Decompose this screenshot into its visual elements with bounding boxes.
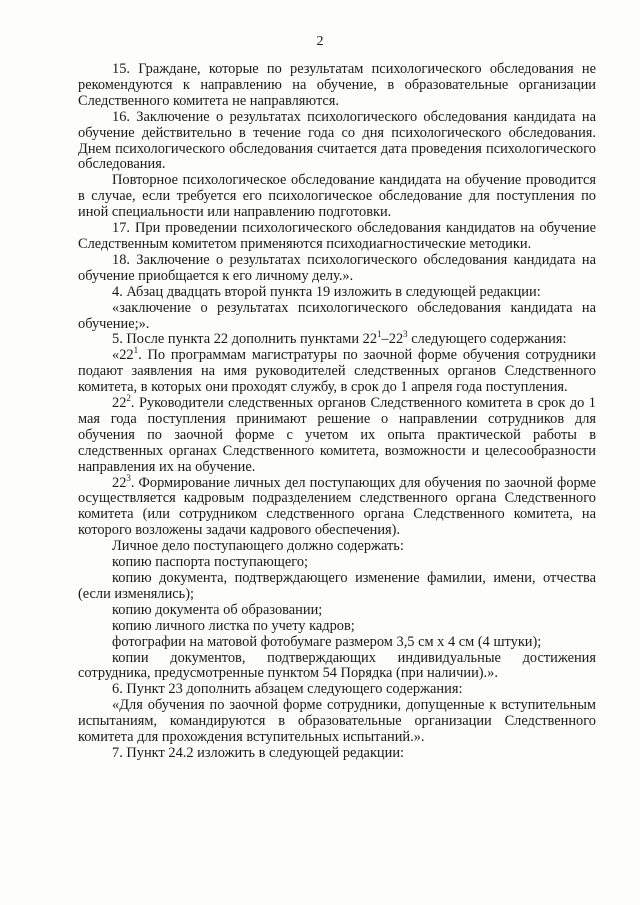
list-item: копию паспорта поступающего; xyxy=(112,554,309,571)
paragraph-22-1: «$22^1$. По программам магистратуры по заочной форме обучения сотрудники подают заявления на имя руководителей следственных органов Следственного комитета, в которых они проходят службу, в срок до 1 апреля года поступления. xyxy=(78,345,596,396)
paragraph-amend-6: 6. Пункт 23 дополнить абзацем следующего содержания: xyxy=(112,681,463,698)
paragraph-22-2: $22^2$. Руководители следственных органов Следственного комитета в срок до 1 мая года поступления принимают решение о направлении сотрудников для обучения по заочной форме с учетом их опыта практической работы в следственных органах Следственного комитета, возможности и целесообразности направления их на обучение. xyxy=(78,393,596,475)
page-number: 2 xyxy=(316,34,324,49)
paragraph-amend-7: 7. Пункт 24.2 изложить в следующей редакции: xyxy=(112,744,405,761)
list-item: копию документа, подтверждающего изменение фамилии, имени, отчества (если изменялись); xyxy=(78,570,596,602)
list-item: копию личного листка по учету кадров; xyxy=(112,617,355,634)
paragraph-18: 18. Заключение о результатах психологического обследования кандидата на обучение приобщается к его личному делу.». xyxy=(78,251,596,284)
list-item: фотографии на матовой фотобумаге размером 3,5 см х 4 см (4 штуки); xyxy=(112,633,542,650)
paragraph-17: 17. При проведении психологического обследования кандидатов на обучение Следственным комитетом применяются психодиагностические методики. xyxy=(78,220,596,252)
paragraph-15: 15. Граждане, которые по результатам психологического обследования не рекомендуются к направлению на обучение, в образовательные организации Следственного комитета не направляются. xyxy=(78,61,596,109)
paragraph-16: 16. Заключение о результатах психологического обследования кандидата на обучение действительно в течение года со дня психологического обследования. Днем психологического обследования считается дата проведения психологического обследования. xyxy=(78,108,596,173)
paragraph-amend-4: 4. Абзац двадцать второй пункта 19 изложить в следующей редакции: xyxy=(112,283,541,300)
paragraph-amend-5: 5. После пункта 22 дополнить пунктами $22^1-22^3$ следующего содержания: xyxy=(112,329,567,348)
list-item: копии документов, подтверждающих индивидуальные достижения сотрудника, предусмотренные пунктом 54 Порядка (при наличии).». xyxy=(78,649,596,682)
paragraph-amend-4-text: «заключение о результатах психологического обследования кандидата на обучение;». xyxy=(78,299,596,332)
paragraph-repeat-exam: Повторное психологическое обследование кандидата на обучение проводится в случае, если требуется его психологическое обследование для поступления по иной специальности или направлению подготовки. xyxy=(78,172,596,221)
document-body xyxy=(78,62,596,762)
paragraph-file-contents: Личное дело поступающего должно содержать: xyxy=(112,538,404,555)
paragraph-amend-6-text: «Для обучения по заочной форме сотрудники, допущенные к вступительным испытаниям, командируются в образовательные организации Следственного комитета для прохождения вступительных испытаний.». xyxy=(78,697,596,746)
paragraph-22-3: $22^3$. Формирование личных дел поступающих для обучения по заочной форме осуществляется кадровым подразделением следственного органа Следственного комитета (или сотрудником следственного органа Следственного комитета, на которого возложены задачи кадрового обеспечения). xyxy=(78,472,596,539)
list-item: копию документа об образовании; xyxy=(112,601,323,618)
